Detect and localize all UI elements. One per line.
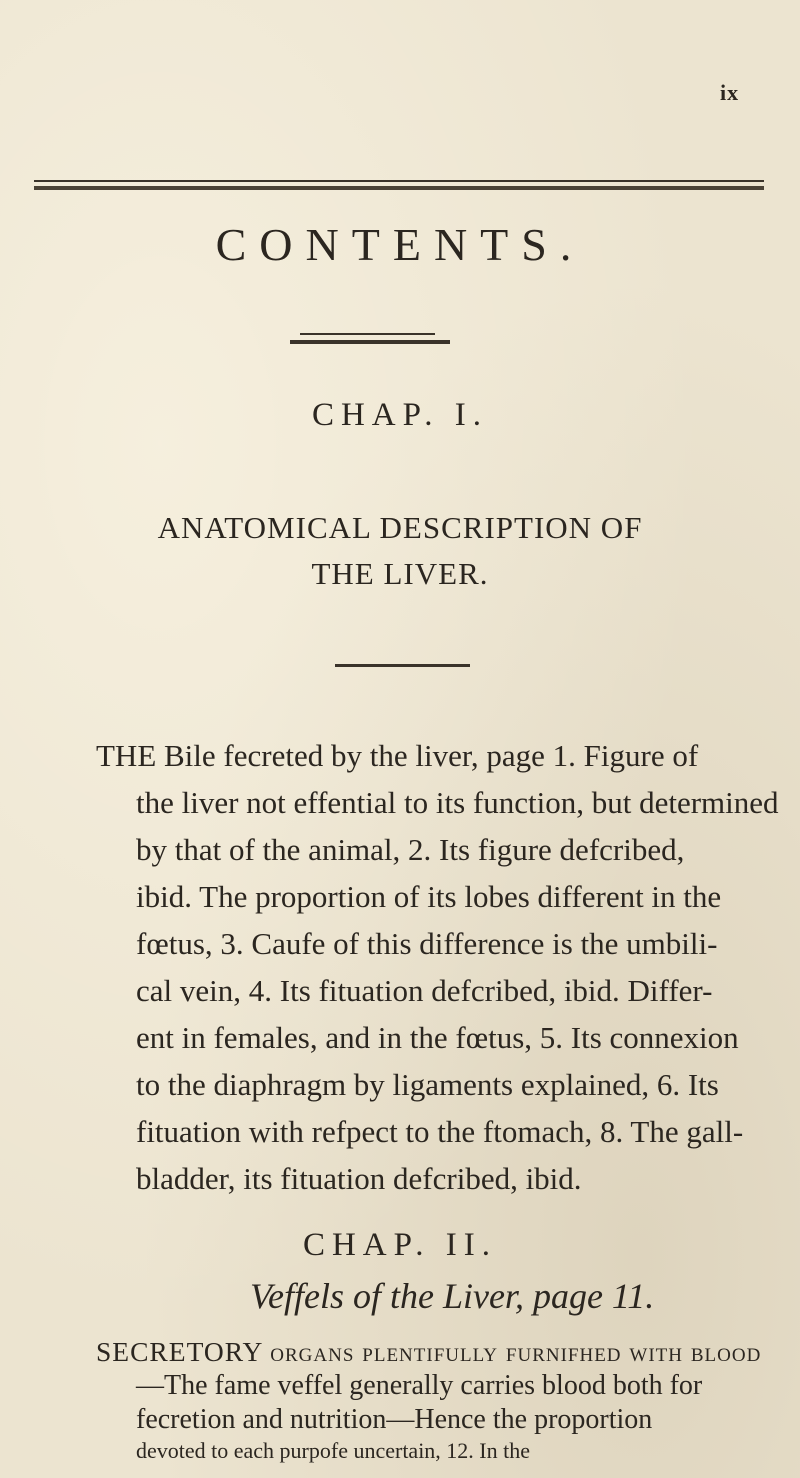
chapter-1-text-line: fituation with refpect to the ftomach, 8. The gall- bbox=[136, 1114, 744, 1149]
chapter-1-text-line: THE Bile fecreted by the liver, page 1. Figure of bbox=[96, 738, 699, 773]
chapter-1-text-line: fœtus, 3. Caufe of this difference is the umbili- bbox=[136, 926, 718, 961]
chapter-1-text-line: cal vein, 4. Its fituation defcribed, ibid. Differ- bbox=[136, 973, 713, 1008]
chapter-1-text-line: the liver not effential to its function, but determined bbox=[136, 785, 779, 820]
title-rule-thick bbox=[290, 340, 450, 344]
chapter-1-label: CHAP. I. bbox=[311, 397, 489, 433]
top-rule-thin bbox=[34, 180, 764, 182]
chapter-2-label: CHAP. II. bbox=[302, 1227, 498, 1263]
chapter-1-text-line: ent in females, and in the fœtus, 5. Its connexion bbox=[136, 1020, 739, 1055]
chapter-2-text-line: —The fame veffel generally carries blood both for bbox=[136, 1370, 703, 1401]
page-signature: ix bbox=[720, 80, 740, 105]
chapter-2-text-line: SECRETORY organs plentifully furnifhed with blood bbox=[96, 1336, 762, 1367]
page-title: CONTENTS. bbox=[215, 219, 585, 270]
chapter-1-text-line: to the diaphragm by ligaments explained, 6. Its bbox=[136, 1067, 719, 1102]
top-rule-thick bbox=[34, 186, 764, 190]
chapter-1-rule bbox=[335, 664, 470, 667]
chapter-2-text-line: devoted to each purpofe uncertain, 12. In the bbox=[136, 1438, 531, 1463]
chapter-1-heading-line-1: ANATOMICAL DESCRIPTION OF bbox=[157, 510, 643, 545]
chapter-2-text-line: fecretion and nutrition—Hence the proportion bbox=[136, 1404, 653, 1435]
chapter-1-text-line: bladder, its fituation defcribed, ibid. bbox=[136, 1161, 582, 1196]
chapter-1-heading-line-2: THE LIVER. bbox=[311, 556, 489, 591]
chapter-1-text-line: by that of the animal, 2. Its figure defcribed, bbox=[136, 832, 685, 867]
title-rule-thin bbox=[300, 333, 435, 335]
chapter-1-text-line: ibid. The proportion of its lobes different in the bbox=[136, 879, 722, 914]
chapter-2-subheading: Veffels of the Liver, page 11. bbox=[250, 1276, 655, 1316]
